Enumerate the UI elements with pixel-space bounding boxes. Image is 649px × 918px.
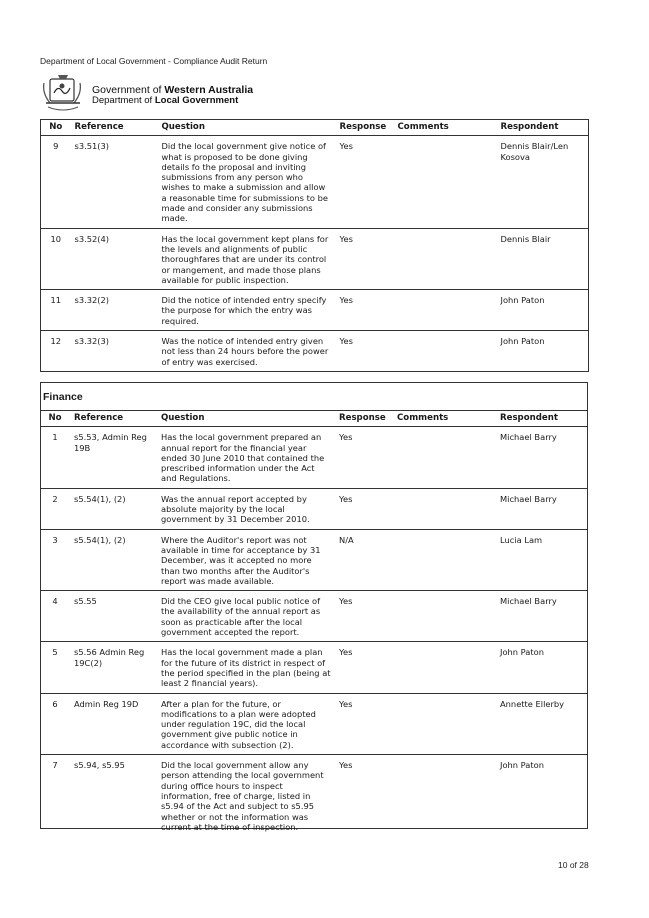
row-reference: Admin Reg 19D xyxy=(70,693,157,754)
row-response: N/A xyxy=(335,529,393,590)
row-comments xyxy=(393,529,496,590)
audit-table-finance xyxy=(40,410,588,836)
document-title: Department of Local Government - Compliance Audit Return xyxy=(40,56,268,66)
row-respondent: John Paton xyxy=(496,642,588,693)
row-number: 2 xyxy=(40,488,70,529)
table-row xyxy=(40,488,588,529)
row-reference: s3.52(4) xyxy=(71,228,158,289)
column-header-question: Question xyxy=(158,120,336,136)
table-row xyxy=(40,529,588,590)
row-comments xyxy=(393,642,496,693)
page-number: 10 of 28 xyxy=(558,860,589,870)
row-reference: s5.54(1), (2) xyxy=(70,488,157,529)
table-header-row xyxy=(40,411,588,427)
row-response: Yes xyxy=(336,228,394,289)
row-reference: s5.55 xyxy=(70,591,157,642)
row-question: Did the notice of intended entry specify the purpose for which the entry was required. xyxy=(158,290,336,331)
row-question: Where the Auditor's report was not available in time for acceptance by 31 December, was it accepted no more than two months after the Auditor's report was made available. xyxy=(157,529,335,590)
column-header-no: No xyxy=(40,411,70,427)
row-response: Yes xyxy=(335,488,393,529)
row-question: Has the local government prepared an annual report for the financial year ended 30 June 2010 that contained the prescribed information under the Act and Regulations. xyxy=(157,427,335,488)
table-row xyxy=(41,228,589,289)
column-header-response: Response xyxy=(336,120,394,136)
row-reference: s5.53, Admin Reg 19B xyxy=(70,427,157,488)
row-comments xyxy=(394,290,497,331)
row-number: 10 xyxy=(41,228,71,289)
row-question: Did the local government give notice of what is proposed to be done giving details fo the proposal and inviting submissions from any person who wishes to make a submission and allow a reasonable time for submissions to be made and consider any submissions made. xyxy=(158,136,336,228)
row-respondent: Michael Barry xyxy=(496,488,588,529)
row-number: 1 xyxy=(40,427,70,488)
row-question: Did the local government allow any person attending the local government during office hours to inspect information, free of charge, listed in s5.94 of the Act and subject to s5.95 whether or not the information was current at the time of inspection. xyxy=(161,760,324,832)
column-header-comments: Comments xyxy=(394,120,497,136)
row-reference: s5.56 Admin Reg 19C(2) xyxy=(70,642,157,693)
column-header-reference: Reference xyxy=(70,411,157,427)
row-response: Yes xyxy=(336,136,394,228)
column-header-respondent: Respondent xyxy=(496,411,588,427)
row-number: 5 xyxy=(40,642,70,693)
row-response: Yes xyxy=(335,591,393,642)
table-row xyxy=(40,591,588,642)
row-reference: s5.94, s5.95 xyxy=(74,760,125,771)
row-respondent: Dennis Blair xyxy=(497,228,589,289)
row-question: Was the notice of intended entry given not less than 24 hours before the power of entry was exercised. xyxy=(161,336,329,367)
row-respondent: Lucia Lam xyxy=(496,529,588,590)
row-response: Yes xyxy=(335,427,393,488)
row-number: 7 xyxy=(52,760,58,771)
table-row xyxy=(41,331,589,372)
row-response: Yes xyxy=(335,642,393,693)
row-response: Yes xyxy=(339,336,353,347)
table-row xyxy=(41,290,589,331)
row-question: Did the CEO give local public notice of the availability of the annual report as soon as practicable after the local government accepted the report. xyxy=(157,591,335,642)
row-question: After a plan for the future, or modifications to a plan were adopted under regulation 19C, did the local government give public notice in accordance with subsection (2). xyxy=(157,693,335,754)
audit-table-general xyxy=(40,119,589,372)
row-question: Was the annual report accepted by absolute majority by the local government by 31 December 2010. xyxy=(157,488,335,529)
department-name: Department of Local Government xyxy=(92,95,239,106)
row-respondent: Michael Barry xyxy=(496,427,588,488)
row-comments xyxy=(393,427,496,488)
row-reference: s3.32(2) xyxy=(71,290,158,331)
finance-section-title: Finance xyxy=(43,391,83,403)
row-comments xyxy=(393,693,496,754)
row-question: Has the local government made a plan for the future of its district in respect of the period specified in the plan (being at least 2 financial years). xyxy=(157,642,335,693)
column-header-question: Question xyxy=(157,411,335,427)
column-header-response: Response xyxy=(335,411,393,427)
row-respondent: John Paton xyxy=(500,336,545,347)
row-response: Yes xyxy=(335,693,393,754)
row-response: Yes xyxy=(339,760,353,771)
row-comments xyxy=(393,591,496,642)
table-row xyxy=(40,642,588,693)
row-number: 11 xyxy=(41,290,71,331)
row-number: 6 xyxy=(40,693,70,754)
row-comments xyxy=(393,755,496,837)
row-respondent: Dennis Blair/Len Kosova xyxy=(497,136,589,228)
row-number: 12 xyxy=(50,336,62,347)
row-reference: s3.51(3) xyxy=(71,136,158,228)
row-respondent: John Paton xyxy=(500,760,544,771)
row-number: 4 xyxy=(40,591,70,642)
row-number: 9 xyxy=(41,136,71,228)
row-question: Has the local government kept plans for the levels and alignments of public thoroughfares that are under its control or mangement, and made those plans available for public inspection. xyxy=(158,228,336,289)
row-number: 3 xyxy=(40,529,70,590)
column-header-reference: Reference xyxy=(71,120,158,136)
column-header-respondent: Respondent xyxy=(497,120,589,136)
row-comments xyxy=(394,136,497,228)
letterhead xyxy=(40,73,600,117)
table-row xyxy=(40,427,588,488)
row-respondent: Annette Ellerby xyxy=(496,693,588,754)
state-crest-icon xyxy=(40,73,86,113)
row-reference: s3.32(3) xyxy=(74,336,110,347)
row-respondent: Michael Barry xyxy=(496,591,588,642)
organization-name: Government of Western Australia xyxy=(92,84,254,96)
row-comments xyxy=(393,488,496,529)
column-header-no: No xyxy=(41,120,71,136)
row-reference: s5.54(1), (2) xyxy=(70,529,157,590)
row-comments xyxy=(394,331,497,372)
row-respondent: John Paton xyxy=(497,290,589,331)
table-row xyxy=(40,755,588,837)
table-row xyxy=(41,136,589,228)
column-header-comments: Comments xyxy=(393,411,496,427)
table-header-row xyxy=(41,120,589,136)
table-row xyxy=(40,693,588,754)
row-comments xyxy=(394,228,497,289)
row-response: Yes xyxy=(336,290,394,331)
